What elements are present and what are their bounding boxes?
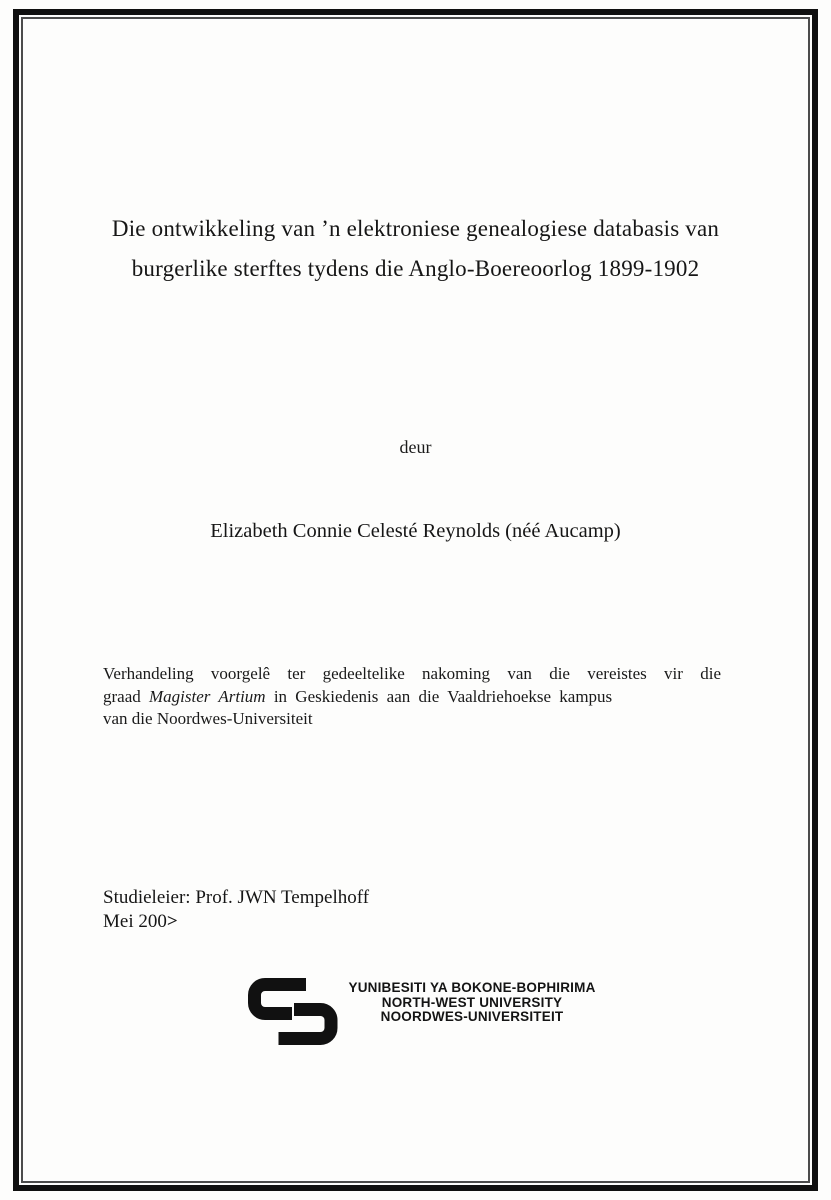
degree-statement-line3: van die Noordwes-Universiteit <box>103 709 313 728</box>
date-line <box>103 910 369 934</box>
thesis-title-line1: Die ontwikkeling van ’n elektroniese genealogiese databasis van <box>111 216 720 241</box>
byline-label: deur <box>399 437 432 457</box>
date-final-digit-glyph: > <box>166 911 178 932</box>
degree-name-italic: Magister Artium <box>149 686 266 706</box>
university-logo <box>248 978 597 1045</box>
university-logo-wordmark <box>347 981 597 1025</box>
university-name-afrikaans: NOORDWES-UNIVERSITEIT <box>380 1009 564 1024</box>
author-name: Elizabeth Connie Celesté Reynolds (néé Aucamp) <box>210 520 621 542</box>
degree-statement <box>103 663 721 731</box>
university-name-setswana: YUNIBESITI YA BOKONE-BOPHIRIMA <box>348 980 596 995</box>
supervisor-block <box>103 886 369 934</box>
supervisor-line: Studieleier: Prof. JWN Tempelhoff <box>103 887 370 908</box>
degree-statement-line2-pre: graad <box>103 686 150 706</box>
university-name-english: NORTH-WEST UNIVERSITY <box>381 994 563 1010</box>
nwu-chain-links-icon <box>248 978 338 1045</box>
degree-statement-line1: Verhandeling voorgelê ter gedeeltelike nakoming van die vereistes vir die <box>103 664 721 683</box>
thesis-title-line2: burgerlike sterftes tydens die Anglo-Boereoorlog 1899-1902 <box>131 256 700 281</box>
degree-statement-line2-post: in Geskiedenis aan die Vaaldriehoekse kampus <box>265 686 613 706</box>
thesis-title <box>60 209 771 289</box>
date-text: Mei 200 <box>103 911 167 932</box>
degree-statement-line2 <box>103 686 721 709</box>
